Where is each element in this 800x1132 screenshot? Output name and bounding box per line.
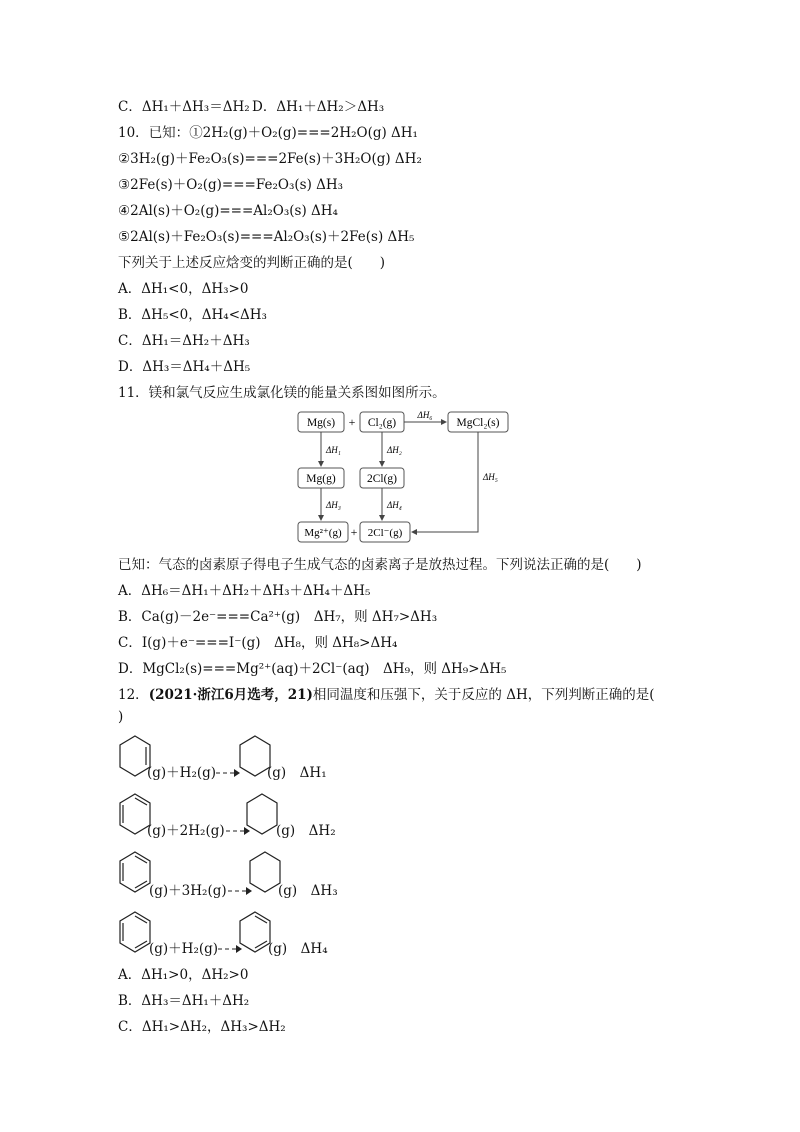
label-mg-g: Mg(g) [306, 473, 336, 485]
q10-number: 10． [118, 125, 149, 141]
q12-option-c: C．ΔH₁>ΔH₂，ΔH₃>ΔH₂ [118, 1019, 286, 1035]
q12-reaction-2-product: (g) ΔH₂ [276, 823, 336, 839]
q12-reaction-3-product: (g) ΔH₃ [278, 883, 338, 899]
q12-option-a: A．ΔH₁>0，ΔH₂>0 [118, 967, 249, 983]
energy-cycle-diagram [290, 406, 520, 546]
q10-reaction-5: ⑤2Al(s)＋Fe₂O₃(s)===Al₂O₃(s)＋2Fe(s) ΔH₅ [118, 229, 415, 245]
arrow-label-dh5: ΔH₅ [483, 472, 498, 482]
plus-sign-top: + [348, 415, 356, 429]
label-2cl-g: 2Cl(g) [366, 473, 398, 485]
arrow-label-dh6: ΔH₆ [417, 410, 433, 420]
q11-option-b: B．Ca(g)－2e⁻===Ca²⁺(g) ΔH₇，则 ΔH₇>ΔH₃ [118, 609, 438, 625]
q12-reaction-1-product: (g) ΔH₁ [267, 765, 327, 781]
q11-option-a: A．ΔH₆＝ΔH₁＋ΔH₂＋ΔH₃＋ΔH₄＋ΔH₅ [118, 583, 371, 599]
q10-header [118, 124, 418, 142]
q12-number: 12． [118, 687, 149, 703]
arrow-dh5 [412, 432, 478, 532]
q12-stem [118, 686, 655, 704]
q10-option-d: D．ΔH₃＝ΔH₄＋ΔH₅ [118, 359, 251, 375]
benzene-structure [118, 850, 152, 894]
cyclohexane-structure [248, 850, 282, 894]
label-2clminus-g: 2Cl⁻(g) [367, 527, 403, 539]
q11-option-c: C．I(g)＋e⁻===I⁻(g) ΔH₈，则 ΔH₈>ΔH₄ [118, 635, 398, 651]
arrow-label-dh1: ΔH₁ [326, 445, 341, 455]
q10-option-a: A．ΔH₁<0，ΔH₃>0 [118, 281, 249, 297]
q10-intro: 已知： [148, 125, 190, 141]
arrow-label-dh4: ΔH₄ [387, 500, 402, 510]
arrow-label-dh2: ΔH₂ [387, 445, 402, 455]
q11-note: 已知：气态的卤素原子得电子生成气态的卤素离子是放热过程。下列说法正确的是( ) [118, 557, 642, 573]
q12-option-b: B．ΔH₃＝ΔH₁＋ΔH₂ [118, 993, 250, 1009]
label-cl2-g: Cl₂(g) [367, 417, 397, 429]
label-mg2plus-g: Mg²⁺(g) [304, 527, 342, 539]
plus-sign-bottom: + [350, 525, 358, 539]
arrow-label-dh3: ΔH₃ [326, 500, 341, 510]
cyclohexane-structure [245, 792, 279, 836]
q12-reaction-1-reagents: (g)＋H₂(g) [147, 765, 217, 781]
q12-reaction-4-reagents: (g)＋H₂(g) [149, 941, 219, 957]
cyclohexadiene-structure [238, 910, 272, 954]
q10-reaction-1: ①2H₂(g)＋O₂(g)===2H₂O(g) ΔH₁ [189, 125, 418, 141]
q12-stem-end: ) [118, 709, 124, 725]
q10-option-b: B．ΔH₅<0，ΔH₄<ΔH₃ [118, 307, 267, 323]
q12-reaction-3-reagents: (g)＋3H₂(g) [149, 883, 227, 899]
q10-reaction-4: ④2Al(s)＋O₂(g)===Al₂O₃(s) ΔH₄ [118, 203, 338, 219]
q11-option-d: D．MgCl₂(s)===Mg²⁺(aq)＋2Cl⁻(aq) ΔH₉，则 ΔH₉>ΔH₅ [118, 661, 507, 677]
q10-reaction-3: ③2Fe(s)＋O₂(g)===Fe₂O₃(s) ΔH₃ [118, 177, 344, 193]
q10-question: 下列关于上述反应焓变的判断正确的是( ) [118, 255, 386, 271]
q11-stem: 11．镁和氯气反应生成氯化镁的能量关系图如图所示。 [118, 385, 446, 401]
reaction-arrow-1 [216, 768, 240, 778]
label-mg-s: Mg(s) [306, 417, 336, 429]
q10-option-c: C．ΔH₁＝ΔH₂＋ΔH₃ [118, 333, 250, 349]
q9-option-c: C．ΔH₁＋ΔH₃＝ΔH₂ [118, 99, 250, 115]
q10-reaction-2: ②3H₂(g)＋Fe₂O₃(s)===2Fe(s)＋3H₂O(g) ΔH₂ [118, 151, 422, 167]
label-mgcl2-s: MgCl₂(s) [456, 417, 500, 429]
benzene-structure [118, 910, 152, 954]
q12-reaction-4-product: (g) ΔH₄ [268, 941, 328, 957]
q12-stem-text: 相同温度和压强下，关于反应的 ΔH，下列判断正确的是( [312, 687, 655, 703]
q9-option-d: D．ΔH₁＋ΔH₂＞ΔH₃ [252, 99, 385, 115]
q12-source: (2021·浙江6月选考，21) [148, 687, 313, 703]
q12-reaction-2-reagents: (g)＋2H₂(g) [147, 823, 225, 839]
